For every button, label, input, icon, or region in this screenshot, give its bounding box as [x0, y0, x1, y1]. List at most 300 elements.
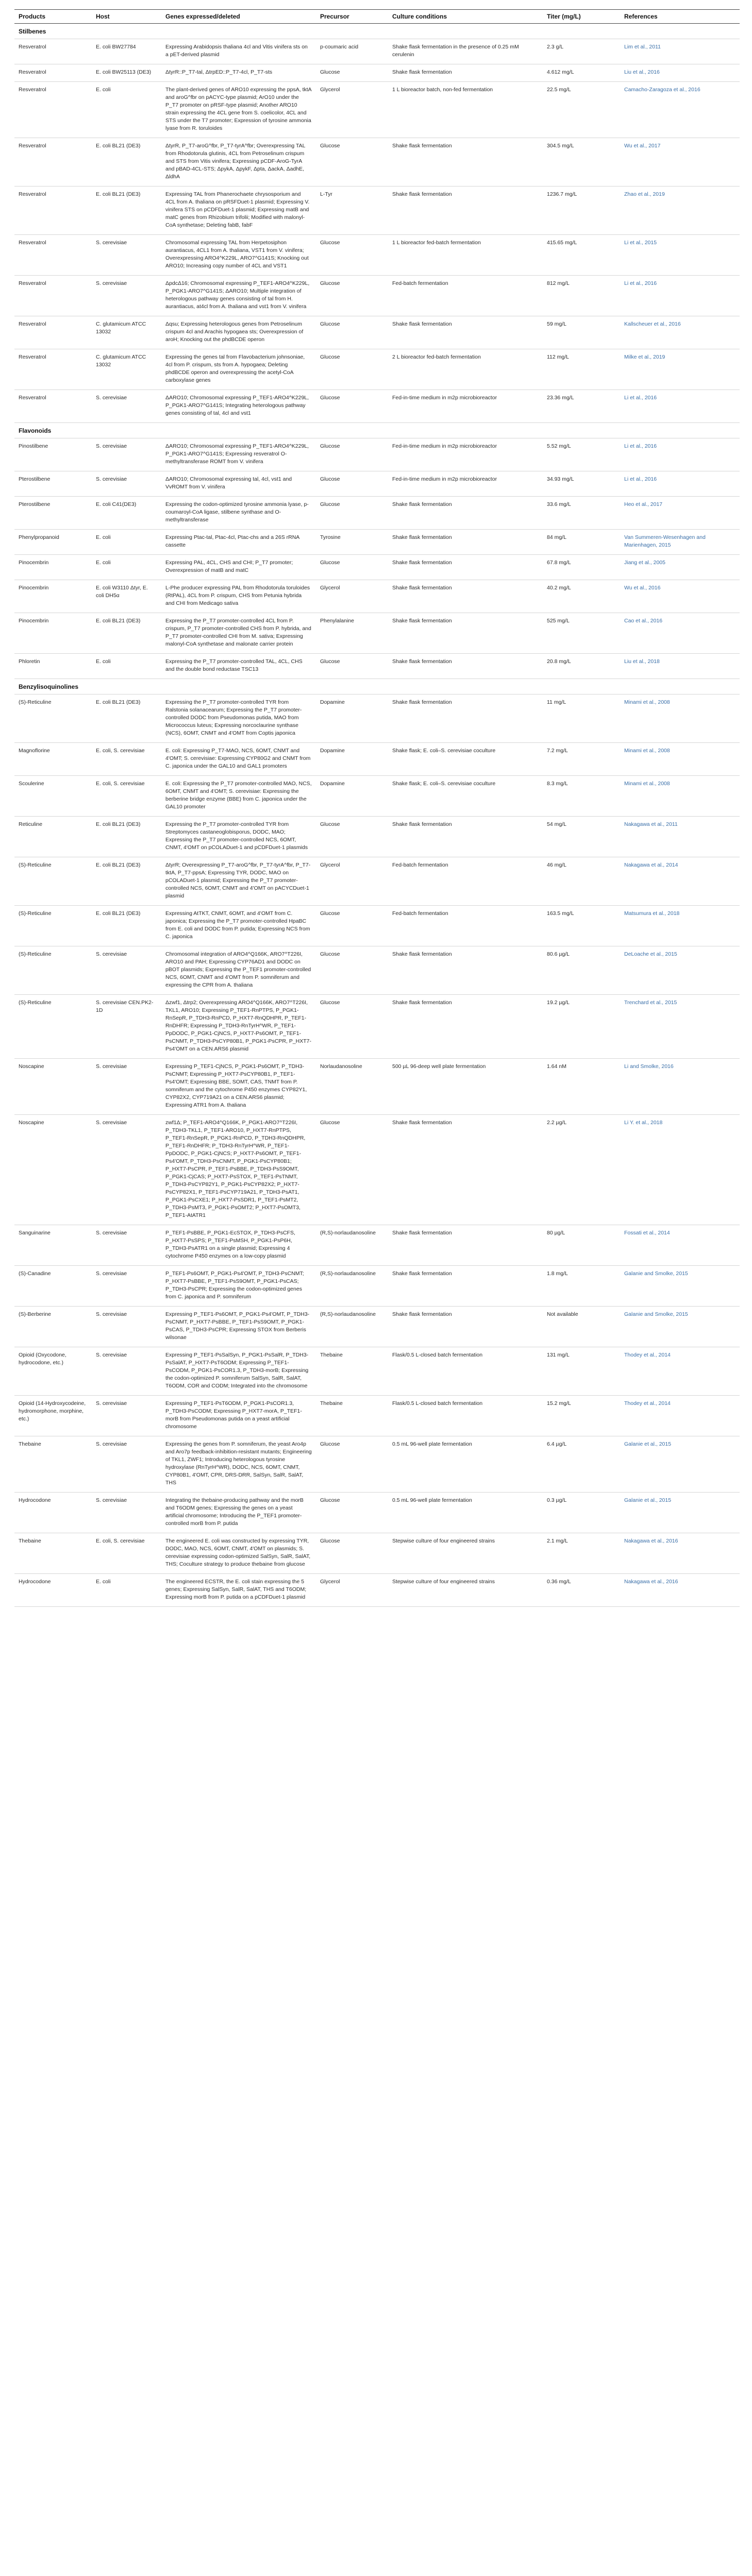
cell-reference[interactable]: Li et al., 2015 — [620, 235, 740, 276]
cell-reference[interactable]: Li and Smolke, 2016 — [620, 1059, 740, 1115]
table-row — [14, 497, 740, 530]
cell-genes: Expressing the P_T7 promoter-controlled TYR from Streptomyces castaneoglobisporus, DODC, MAO; Expressing the P_T7 promoter-controlled NCS, 6OMT, CNMT, 4'OMT on pCOLADuet-1 and pCDFDuet-1 plasmids — [161, 817, 316, 857]
cell-reference[interactable]: Trenchard et al., 2015 — [620, 995, 740, 1059]
cell-reference[interactable]: Van Summeren-Wesenhagen and Marienhagen, 2015 — [620, 530, 740, 555]
cell-titer: 33.6 mg/L — [543, 497, 620, 530]
cell-titer: 1236.7 mg/L — [543, 187, 620, 235]
cell-titer: 7.2 mg/L — [543, 743, 620, 776]
cell-culture: Shake flask fermentation — [388, 64, 543, 82]
cell-precursor: Glucose — [316, 817, 388, 857]
header-references: References — [620, 10, 740, 24]
cell-product: Thebaine — [14, 1436, 92, 1493]
cell-host: E. coli BL21 (DE3) — [92, 906, 161, 946]
cell-reference[interactable]: Minami et al., 2008 — [620, 776, 740, 817]
cell-genes: Expressing the genes tal from Flavobacterium johnsoniae, 4cl from P. crispum, sts from A. hypogaea; Deleting phdBCDE operon and overexpressing the acetyl-CoA carboxylase genes — [161, 349, 316, 390]
cell-host: E. coli, S. cerevisiae — [92, 776, 161, 817]
cell-host: E. coli — [92, 1574, 161, 1607]
cell-precursor: p-coumaric acid — [316, 39, 388, 64]
section-title: Flavonoids — [14, 423, 740, 438]
cell-titer: 15.2 mg/L — [543, 1396, 620, 1436]
cell-culture: 1 L bioreactor batch, non-fed fermentation — [388, 82, 543, 138]
table-row — [14, 187, 740, 235]
cell-precursor: Glucose — [316, 654, 388, 679]
cell-product: Hydrocodone — [14, 1493, 92, 1533]
cell-genes: Expressing the P_T7 promoter-controlled 4CL from P. crispum, P_T7 promoter-controlled CHS from P. hybrida, and P_T7 promoter-controlled CHI from M. sativa; Expressing malonyl-CoA synthetase and malonate carrier protein — [161, 613, 316, 654]
cell-product: Resveratrol — [14, 390, 92, 423]
cell-culture: Shake flask fermentation — [388, 613, 543, 654]
cell-genes: Expressing the P_T7 promoter-controlled TAL, 4CL, CHS and the double bond reductase TSC13 — [161, 654, 316, 679]
cell-precursor: Glucose — [316, 471, 388, 497]
cell-genes: E. coli: Expressing P_T7-MAO, NCS, 6OMT, CNMT and 4'OMT; S. cerevisiae: Expressing CYP80G2 and CNMT from C. japonica under the GAL10 and GAL1 promoters — [161, 743, 316, 776]
cell-host: S. cerevisiae — [92, 438, 161, 471]
cell-reference[interactable]: Heo et al., 2017 — [620, 497, 740, 530]
cell-host: S. cerevisiae — [92, 1059, 161, 1115]
table-row — [14, 1574, 740, 1607]
cell-host: S. cerevisiae — [92, 1396, 161, 1436]
table-row — [14, 471, 740, 497]
cell-titer: 59 mg/L — [543, 316, 620, 349]
cell-culture: Shake flask fermentation in the presence of 0.25 mM cerulenin — [388, 39, 543, 64]
cell-genes: L-Phe producer expressing PAL from Rhodotorula toruloides (RtPAL), 4CL from P. crispum, CHS from Petunia hybrida and CHI from Medicago sativa — [161, 580, 316, 613]
cell-culture: Shake flask fermentation — [388, 1266, 543, 1307]
header-products: Products — [14, 10, 92, 24]
cell-titer: 80 µg/L — [543, 1225, 620, 1266]
table-row — [14, 580, 740, 613]
cell-product: Resveratrol — [14, 316, 92, 349]
cell-culture: Flask/0.5 L-closed batch fermentation — [388, 1347, 543, 1396]
cell-precursor: Glucose — [316, 138, 388, 187]
cell-culture: Shake flask fermentation — [388, 817, 543, 857]
cell-titer: 131 mg/L — [543, 1347, 620, 1396]
cell-precursor: Glucose — [316, 235, 388, 276]
cell-host: E. coli BL21 (DE3) — [92, 613, 161, 654]
cell-culture: Shake flask fermentation — [388, 1225, 543, 1266]
cell-product: Reticuline — [14, 817, 92, 857]
table-row — [14, 276, 740, 316]
cell-culture: 0.5 mL 96-well plate fermentation — [388, 1436, 543, 1493]
cell-reference[interactable]: Zhao et al., 2019 — [620, 187, 740, 235]
cell-genes: Chromosomal integration of ARO4^Q166K, ARO7^T226I, ARO10 and PAH; Expressing CYP76AD1 and DODC on pBOT plasmids; Expressing the P_TEF1 promoter-controlled NCS, 6OMT, CNMT and 4'OMT from P. somniferum and expressing the CPR from A. thaliana — [161, 946, 316, 995]
table-row — [14, 1436, 740, 1493]
cell-reference[interactable]: Minami et al., 2008 — [620, 743, 740, 776]
table-row — [14, 438, 740, 471]
cell-host: E. coli BW27784 — [92, 39, 161, 64]
table-row — [14, 64, 740, 82]
cell-host: S. cerevisiae — [92, 1436, 161, 1493]
cell-culture: Shake flask; E. coli–S. cerevisiae coculture — [388, 776, 543, 817]
cell-host: E. coli BL21 (DE3) — [92, 138, 161, 187]
table-row — [14, 1115, 740, 1225]
table-row — [14, 1059, 740, 1115]
table-row — [14, 1396, 740, 1436]
cell-host: E. coli — [92, 82, 161, 138]
cell-titer: 23.36 mg/L — [543, 390, 620, 423]
cell-titer: 163.5 mg/L — [543, 906, 620, 946]
cell-product: Resveratrol — [14, 64, 92, 82]
cell-culture: Shake flask fermentation — [388, 187, 543, 235]
cell-precursor: Glycerol — [316, 82, 388, 138]
cell-product: Resveratrol — [14, 187, 92, 235]
cell-reference[interactable]: Lim et al., 2011 — [620, 39, 740, 64]
cell-host: S. cerevisiae — [92, 1266, 161, 1307]
cell-genes: The plant-derived genes of ARO10 expressing the ppsA, tktA and aroG^fbr on pACYC-type plasmid; ArO10 under the P_T7 promoter on pRSF-type plasmid; Another ARO10 strain expressing the 4CL gene from S. coelicolor, 4CL and STS under the T7 promoter; Expression of tyrosine ammonia lyase from R. toruloides — [161, 82, 316, 138]
section-title: Stilbenes — [14, 24, 740, 39]
cell-reference[interactable]: Li et al., 2016 — [620, 390, 740, 423]
cell-culture: Stepwise culture of four engineered strains — [388, 1533, 543, 1574]
cell-titer: 20.8 mg/L — [543, 654, 620, 679]
cell-product: Resveratrol — [14, 39, 92, 64]
table-row — [14, 776, 740, 817]
cell-host: S. cerevisiae — [92, 471, 161, 497]
cell-culture: 0.5 mL 96-well plate fermentation — [388, 1493, 543, 1533]
cell-reference[interactable]: Wu et al., 2017 — [620, 138, 740, 187]
cell-titer: 54 mg/L — [543, 817, 620, 857]
table-row — [14, 857, 740, 906]
cell-product: Magnoflorine — [14, 743, 92, 776]
cell-genes: ΔtyrR::P_T7-tal, ΔtrpED::P_T7-4cl, P_T7-sts — [161, 64, 316, 82]
cell-host: E. coli — [92, 530, 161, 555]
cell-precursor: Glucose — [316, 497, 388, 530]
cell-genes: ΔARO10; Chromosomal expressing P_TEF1-ARO4^K229L, P_PGK1-ARO7^G141S; Integrating heterologous pathway genes consisting of tal, 4cl and vst1 — [161, 390, 316, 423]
cell-culture: Shake flask fermentation — [388, 316, 543, 349]
cell-genes: Expressing the P_T7 promoter-controlled TYR from Ralstonia solanacearum; Expressing the P_T7 promoter-controlled DODC from Pseudomonas putida, MAO from Micrococcus luteus; Expressing norcoclaurine synthase (NCS), 6OMT, CNMT and 4'OMT from Coptis japonica — [161, 694, 316, 743]
cell-genes: Δzwf1, Δtrp2; Overexpressing ARO4^Q166K, ARO7^T226I, TKL1, ARO10; Expressing P_TEF1-RnPTPS, P_PGK1-RnSepR, P_TDH3-RnPCD, P_HXT7-RnQDHPR, P_TEF1-RnDHFR; Expressing P_TDH3-RnTyrH^WR, P_TEF1-PpDODC, P_PGK1-CjNCS, P_HXT7-Ps6OMT, P_TEF1-PsCNMT, P_TDH3-PsCYP80B1, P_PGK1-PsCPR, P_HXT7-Ps4'OMT on a CEN.ARS6 plasmid — [161, 995, 316, 1059]
production-table — [14, 9, 740, 1607]
cell-titer: 2.2 µg/L — [543, 1115, 620, 1225]
cell-precursor: Glucose — [316, 995, 388, 1059]
header-culture: Culture conditions — [388, 10, 543, 24]
cell-precursor: L-Tyr — [316, 187, 388, 235]
cell-titer: 46 mg/L — [543, 857, 620, 906]
header-titer: Titer (mg/L) — [543, 10, 620, 24]
cell-genes: P_TEF1-PsBBE, P_PGK1-EcSTOX, P_TDH3-PsCFS, P_HXT7-PsSPS; P_TEF1-PsMSH, P_PGK1-PsP6H, P_TDH3-PsATR1 on a single plasmid; Expressing 4 cytochrome P450 enzymes on a low-copy plasmid — [161, 1225, 316, 1266]
cell-product: Pinocembrin — [14, 555, 92, 580]
cell-product: (S)-Canadine — [14, 1266, 92, 1307]
cell-reference[interactable]: Kallscheuer et al., 2016 — [620, 316, 740, 349]
cell-precursor: Norlaudanosoline — [316, 1059, 388, 1115]
cell-product: (S)-Reticuline — [14, 857, 92, 906]
table-row — [14, 1493, 740, 1533]
cell-genes: ΔARO10; Chromosomal expressing tal, 4cl, vst1 and VvROMT from V. vinifera — [161, 471, 316, 497]
cell-product: Pinostilbene — [14, 438, 92, 471]
cell-genes: E. coli: Expressing the P_T7 promoter-controlled MAO, NCS, 6OMT, CNMT and 4'OMT; S. cerevisiae: Expressing the berberine bridge enzyme (BBE) from C. japonica under the GAL10 promoter — [161, 776, 316, 817]
cell-precursor: Glucose — [316, 316, 388, 349]
table-row — [14, 530, 740, 555]
cell-host: E. coli BL21 (DE3) — [92, 817, 161, 857]
cell-product: Scoulerine — [14, 776, 92, 817]
table-row — [14, 613, 740, 654]
table-row — [14, 138, 740, 187]
cell-culture: Shake flask fermentation — [388, 580, 543, 613]
cell-precursor: Dopamine — [316, 776, 388, 817]
cell-culture: Shake flask fermentation — [388, 694, 543, 743]
cell-genes: Expressing the codon-optimized tyrosine ammonia lyase, p-coumaroyl-CoA ligase, stilbene synthase and O-methyltransferase — [161, 497, 316, 530]
cell-precursor: Glucose — [316, 438, 388, 471]
header-genes: Genes expressed/deleted — [161, 10, 316, 24]
cell-precursor: Glucose — [316, 1115, 388, 1225]
table-row — [14, 694, 740, 743]
section-row — [14, 679, 740, 694]
cell-host: S. cerevisiae — [92, 1225, 161, 1266]
cell-genes: ΔtyrR, P_T7-aroG^fbr, P_T7-tyrA^fbr; Overexpressing TAL from Rhodotorula glutinis, 4CL from Petroselinum crispum and STS from Vitis vinifera; Expressing pCDF-AroG-TyrA and pBAD-4CL-STS; ΔpykA, ΔpykF, Δpta, ΔackA, ΔadhE, ΔldhA — [161, 138, 316, 187]
table-header — [14, 10, 740, 24]
cell-product: Noscapine — [14, 1059, 92, 1115]
table-row — [14, 1533, 740, 1574]
table-row — [14, 743, 740, 776]
cell-host: E. coli BW25113 (DE3) — [92, 64, 161, 82]
cell-titer: 0.36 mg/L — [543, 1574, 620, 1607]
cell-host: E. coli C41(DE3) — [92, 497, 161, 530]
cell-precursor: Glucose — [316, 946, 388, 995]
cell-host: C. glutamicum ATCC 13032 — [92, 316, 161, 349]
cell-titer: 40.2 mg/L — [543, 580, 620, 613]
cell-precursor: Glycerol — [316, 857, 388, 906]
cell-culture: Shake flask fermentation — [388, 995, 543, 1059]
table-row — [14, 1347, 740, 1396]
table-row — [14, 390, 740, 423]
cell-genes: Chromosomal expressing TAL from Herpetosiphon aurantiacus, 4CL1 from A. thaliana, VST1 from V. vinifera; Overexpressing ARO4^K229L, ARO7^G141S; Knocking out ARO10; Increasing copy number of 4CL and VST1 — [161, 235, 316, 276]
section-row — [14, 423, 740, 438]
cell-titer: 19.2 µg/L — [543, 995, 620, 1059]
cell-host: E. coli BL21 (DE3) — [92, 187, 161, 235]
cell-reference[interactable]: Nakagawa et al., 2016 — [620, 1533, 740, 1574]
cell-titer: 525 mg/L — [543, 613, 620, 654]
cell-genes: P_TEF1-Ps6OMT, P_PGK1-Ps4'OMT, P_TDH3-PsCNMT; P_HXT7-PsBBE, P_TEF1-PsS9OMT, P_PGK1-PsCAS; P_TDH3-PsCPR; Expressing the codon-optimized genes from C. japonica and P. somniferum — [161, 1266, 316, 1307]
cell-product: (S)-Berberine — [14, 1307, 92, 1347]
cell-reference[interactable]: Galanie and Smolke, 2015 — [620, 1266, 740, 1307]
cell-host: E. coli — [92, 654, 161, 679]
section-row — [14, 24, 740, 39]
table-row — [14, 946, 740, 995]
cell-culture: 500 µL 96-deep well plate fermentation — [388, 1059, 543, 1115]
cell-host: S. cerevisiae — [92, 235, 161, 276]
table-row — [14, 995, 740, 1059]
cell-culture: Shake flask fermentation — [388, 946, 543, 995]
cell-precursor: Glucose — [316, 390, 388, 423]
cell-reference[interactable]: Liu et al., 2016 — [620, 64, 740, 82]
cell-genes: Δqsu; Expressing heterologous genes from Petroselinum crispum 4cl and Arachis hypogaea sts; Overexpression of aroH; Knocking out the phdBCDE operon — [161, 316, 316, 349]
cell-genes: Expressing P_TEF1-PsSalSyn, P_PGK1-PsSalR, P_TDH3-PsSalAT, P_HXT7-PsT6ODM; Expressing P_TEF1-PsCODM, P_PGK1-PsCOR1.3, P_TDH3-morB; Expressing the codon-optimized P. somniferum SalSyn, SalR, SalAT, T6ODM, COR and CODM; Integrated into the chromosome — [161, 1347, 316, 1396]
cell-titer: 84 mg/L — [543, 530, 620, 555]
cell-titer: 5.52 mg/L — [543, 438, 620, 471]
cell-genes: Expressing PAL, 4CL, CHS and CHI; P_T7 promoter; Overexpression of matB and matC — [161, 555, 316, 580]
cell-genes: Expressing P_TEF1-Ps6OMT, P_PGK1-Ps4'OMT, P_TDH3-PsCNMT, P_HXT7-PsBBE, P_TEF1-PsS9OMT, P_PGK1-PsCAS, P_TDH3-PsCPR; Expressing STOX from Berberis wilsonae — [161, 1307, 316, 1347]
cell-culture: Fed-batch fermentation — [388, 906, 543, 946]
cell-host: C. glutamicum ATCC 13032 — [92, 349, 161, 390]
cell-genes: zwf1Δ; P_TEF1-ARO4^Q166K, P_PGK1-ARO7^T226I, P_TDH3-TKL1, P_TEF1-ARO10, P_HXT7-RnPTPS, P_TEF1-RnSepR, P_PGK1-RnPCD, P_TDH3-RnQDHPR, P_TEF1-RnDHFR; P_TDH3-RnTyrH^WR, P_TEF1-PpDODC, P_PGK1-CjNCS; P_HXT7-Ps6OMT, P_TEF1-Ps4'OMT, P_TDH3-PsCNMT, P_PGK1-PsCYP80B1; P_HXT7-PsCPR, P_TEF1-PsBBE, P_TDH3-PsS9OMT, P_PGK1-CjCAS; P_HXT7-PsSTOX, P_TEF1-PsTNMT, P_TDH3-PsCYP82Y1, P_PGK1-PsCYP82X2; P_HXT7-PsCYP82X1, P_TEF1-PsCYP719A21, P_TDH3-PsAT1, P_PGK1-PsCXE1; P_HXT7-PsSDR1, P_TEF1-PsMT2, P_TDH3-PsMT3, P_PGK1-PsOMT2; P_HXT7-PsOMT3, P_TEF1-AtATR1 — [161, 1115, 316, 1225]
cell-precursor: Glucose — [316, 276, 388, 316]
cell-reference[interactable]: Jiang et al., 2005 — [620, 555, 740, 580]
header-row — [14, 10, 740, 24]
table-row — [14, 817, 740, 857]
cell-titer: 1.64 nM — [543, 1059, 620, 1115]
cell-reference[interactable]: Camacho-Zaragoza et al., 2016 — [620, 82, 740, 138]
cell-genes: Expressing P_TEF1-PsT6ODM, P_PGK1-PsCOR1.3, P_TDH3-PsCODM; Expressing P_HXT7-morA, P_TEF1-morB from Pseudomonas putida on a yeast artificial chromosome — [161, 1396, 316, 1436]
cell-genes: Expressing the genes from P. somniferum, the yeast Aro4p and Aro7p feedback-inhibition-resistant mutants; Engineering of TKL1, ZWF1; Introducing heterologous tyrosine hydroxylase (RnTyrH^WR), DODC, NCS, 6OMT, CNMT, CYP80B1, 4'OMT, CPR, DRS-DRR, SalSyn, SalR, SalAT, THS — [161, 1436, 316, 1493]
cell-reference[interactable]: Minami et al., 2008 — [620, 694, 740, 743]
cell-reference[interactable]: Wu et al., 2016 — [620, 580, 740, 613]
cell-product: (S)-Reticuline — [14, 694, 92, 743]
cell-reference[interactable]: Matsumura et al., 2018 — [620, 906, 740, 946]
cell-precursor: Dopamine — [316, 743, 388, 776]
cell-product: (S)-Reticuline — [14, 906, 92, 946]
table-row — [14, 555, 740, 580]
cell-product: Pterostilbene — [14, 471, 92, 497]
cell-precursor: Glycerol — [316, 1574, 388, 1607]
table-row — [14, 349, 740, 390]
cell-reference[interactable]: Galanie et al., 2015 — [620, 1493, 740, 1533]
cell-titer: 11 mg/L — [543, 694, 620, 743]
cell-reference[interactable]: Nakagawa et al., 2014 — [620, 857, 740, 906]
cell-precursor: (R,S)-norlaudanosoline — [316, 1225, 388, 1266]
cell-product: Pterostilbene — [14, 497, 92, 530]
cell-genes: Expressing P_TEF1-CjNCS, P_PGK1-Ps6OMT, P_TDH3-PsCNMT; Expressing P_HXT7-PsCYP80B1, P_TEF1-Ps4'OMT; Expressing BBE, SOMT, CAS, TNMT from P. somniferum and the cytochrome P450 enzymes CYP82Y1, CYP82X2, CYP719A21 on a CEN.ARS6 plasmid; Expressing ATR1 from A. thaliana — [161, 1059, 316, 1115]
cell-reference[interactable]: Galanie and Smolke, 2015 — [620, 1307, 740, 1347]
cell-product: Phloretin — [14, 654, 92, 679]
cell-host: E. coli W3110 Δtyr, E. coli DH5α — [92, 580, 161, 613]
cell-titer: 2.1 mg/L — [543, 1533, 620, 1574]
cell-culture: Fed-in-time medium in m2p microbioreactor — [388, 438, 543, 471]
table-row — [14, 1266, 740, 1307]
cell-culture: 1 L bioreactor fed-batch fermentation — [388, 235, 543, 276]
cell-culture: Shake flask fermentation — [388, 497, 543, 530]
cell-reference[interactable]: Fossati et al., 2014 — [620, 1225, 740, 1266]
cell-host: S. cerevisiae — [92, 1307, 161, 1347]
cell-precursor: Dopamine — [316, 694, 388, 743]
table-row — [14, 39, 740, 64]
cell-product: Phenylpropanoid — [14, 530, 92, 555]
cell-product: Resveratrol — [14, 349, 92, 390]
cell-titer: 112 mg/L — [543, 349, 620, 390]
cell-host: S. cerevisiae — [92, 1347, 161, 1396]
cell-culture: Shake flask fermentation — [388, 530, 543, 555]
cell-titer: 2.3 g/L — [543, 39, 620, 64]
cell-precursor: Glucose — [316, 1493, 388, 1533]
cell-reference[interactable]: Li et al., 2016 — [620, 276, 740, 316]
cell-culture: Shake flask fermentation — [388, 654, 543, 679]
cell-precursor: (R,S)-norlaudanosoline — [316, 1266, 388, 1307]
cell-culture: Shake flask; E. coli–S. cerevisiae coculture — [388, 743, 543, 776]
cell-culture: Flask/0.5 L-closed batch fermentation — [388, 1396, 543, 1436]
header-host: Host — [92, 10, 161, 24]
cell-genes: ΔARO10; Chromosomal expressing P_TEF1-ARO4^K229L, P_PGK1-ARO7^G141S; Expressing resveratrol O-methyltransferase ROMT from V. vinifera — [161, 438, 316, 471]
cell-host: E. coli BL21 (DE3) — [92, 694, 161, 743]
cell-genes: The engineered E. coli was constructed by expressing TYR, DODC, MAO, NCS, 6OMT, CNMT, 4'OMT on plasmids; S. cerevisiae expressing codon-optimized SalSyn, SalR, SalAT, THS; Coculture strategy to produce thebaine from glucose — [161, 1533, 316, 1574]
cell-product: Noscapine — [14, 1115, 92, 1225]
cell-culture: Fed-batch fermentation — [388, 857, 543, 906]
table-row — [14, 1307, 740, 1347]
cell-culture: Fed-batch fermentation — [388, 276, 543, 316]
cell-culture: 2 L bioreactor fed-batch fermentation — [388, 349, 543, 390]
cell-product: (S)-Reticuline — [14, 946, 92, 995]
table-row — [14, 316, 740, 349]
cell-culture: Shake flask fermentation — [388, 138, 543, 187]
cell-product: Resveratrol — [14, 235, 92, 276]
cell-genes: The engineered ECSTR, the E. coli stain expressing the 5 genes; Expressing SalSyn, SalR, SalAT, THS and T6ODM; Expressing morB from P. putida on a pCDFDuet-1 plasmid — [161, 1574, 316, 1607]
cell-titer: 812 mg/L — [543, 276, 620, 316]
cell-precursor: Glucose — [316, 64, 388, 82]
cell-precursor: Phenylalanine — [316, 613, 388, 654]
cell-precursor: Glucose — [316, 1436, 388, 1493]
cell-product: (S)-Reticuline — [14, 995, 92, 1059]
cell-product: Pinocembrin — [14, 613, 92, 654]
cell-host: S. cerevisiae — [92, 946, 161, 995]
header-precursor: Precursor — [316, 10, 388, 24]
cell-host: E. coli, S. cerevisiae — [92, 1533, 161, 1574]
cell-culture: Shake flask fermentation — [388, 1307, 543, 1347]
cell-precursor: Tyrosine — [316, 530, 388, 555]
table-row — [14, 1225, 740, 1266]
cell-precursor: Glucose — [316, 555, 388, 580]
cell-product: Pinocembrin — [14, 580, 92, 613]
cell-genes: Expressing AtTKT, CNMT, 6OMT, and 4'OMT from C. japonica; Expressing the P_T7 promoter-controlled HpaBC from E. coli and DODC from P. putida; Expressing NCS from C. japonica — [161, 906, 316, 946]
cell-genes: Expressing Ptac-tal, Ptac-4cl, Ptac-chs and a 26S rRNA cassette — [161, 530, 316, 555]
cell-genes: Expressing Arabidopsis thaliana 4cl and Vitis vinifera sts on a pET-derived plasmid — [161, 39, 316, 64]
cell-titer: 6.4 µg/L — [543, 1436, 620, 1493]
cell-host: E. coli — [92, 555, 161, 580]
cell-host: S. cerevisiae — [92, 1115, 161, 1225]
table-body — [14, 24, 740, 1607]
cell-product: Opioid (Oxycodone, hydrocodone, etc.) — [14, 1347, 92, 1396]
cell-product: Resveratrol — [14, 276, 92, 316]
cell-host: E. coli BL21 (DE3) — [92, 857, 161, 906]
section-title: Benzylisoquinolines — [14, 679, 740, 694]
cell-titer: 415.65 mg/L — [543, 235, 620, 276]
cell-reference[interactable]: Nakagawa et al., 2011 — [620, 817, 740, 857]
cell-culture: Shake flask fermentation — [388, 555, 543, 580]
cell-reference[interactable]: Galanie et al., 2015 — [620, 1436, 740, 1493]
cell-host: E. coli, S. cerevisiae — [92, 743, 161, 776]
table-row — [14, 906, 740, 946]
cell-titer: 67.8 mg/L — [543, 555, 620, 580]
table-row — [14, 235, 740, 276]
cell-reference[interactable]: Li Y. et al., 2018 — [620, 1115, 740, 1225]
cell-titer: 80.6 µg/L — [543, 946, 620, 995]
cell-reference[interactable]: Cao et al., 2016 — [620, 613, 740, 654]
cell-host: S. cerevisiae — [92, 1493, 161, 1533]
cell-reference[interactable]: Nakagawa et al., 2016 — [620, 1574, 740, 1607]
cell-culture: Shake flask fermentation — [388, 1115, 543, 1225]
cell-product: Thebaine — [14, 1533, 92, 1574]
cell-precursor: Thebaine — [316, 1347, 388, 1396]
table-row — [14, 82, 740, 138]
cell-product: Sanguinarine — [14, 1225, 92, 1266]
cell-host: S. cerevisiae — [92, 390, 161, 423]
cell-host: S. cerevisiae CEN.PK2-1D — [92, 995, 161, 1059]
cell-titer: 8.3 mg/L — [543, 776, 620, 817]
cell-titer: 34.93 mg/L — [543, 471, 620, 497]
cell-reference[interactable]: Thodey et al., 2014 — [620, 1396, 740, 1436]
cell-reference[interactable]: Liu et al., 2018 — [620, 654, 740, 679]
cell-reference[interactable]: Thodey et al., 2014 — [620, 1347, 740, 1396]
cell-reference[interactable]: Li et al., 2016 — [620, 438, 740, 471]
cell-genes: ΔpdcΔ16; Chromosomal expressing P_TEF1-ARO4^K229L, P_PGK1-ARO7^G141S; ΔARO10; Multiple integration of heterologous pathway genes consisting of tal from H. aurantiacus, at4cl from A. thaliana and vst1 from V. vinifera — [161, 276, 316, 316]
cell-product: Opioid (14-Hydroxycodeine, hydromorphone, morphine, etc.) — [14, 1396, 92, 1436]
cell-reference[interactable]: Li et al., 2016 — [620, 471, 740, 497]
cell-reference[interactable]: Milke et al., 2019 — [620, 349, 740, 390]
cell-genes: Expressing TAL from Phanerochaete chrysosporium and 4CL from A. thaliana on pRSFDuet-1 plasmid; Expressing V. vinifera STS on pCDFDuet-1 plasmid; Expressing matB and matC genes from Rhizobium trifolii; Modified with malonyl-CoA synthetase; Deleting fabB, fabF — [161, 187, 316, 235]
cell-culture: Stepwise culture of four engineered strains — [388, 1574, 543, 1607]
cell-precursor: Glycerol — [316, 580, 388, 613]
cell-titer: 4.612 mg/L — [543, 64, 620, 82]
cell-reference[interactable]: DeLoache et al., 2015 — [620, 946, 740, 995]
cell-titer: 22.5 mg/L — [543, 82, 620, 138]
cell-precursor: Thebaine — [316, 1396, 388, 1436]
cell-precursor: (R,S)-norlaudanosoline — [316, 1307, 388, 1347]
cell-precursor: Glucose — [316, 906, 388, 946]
table-row — [14, 654, 740, 679]
cell-product: Resveratrol — [14, 82, 92, 138]
